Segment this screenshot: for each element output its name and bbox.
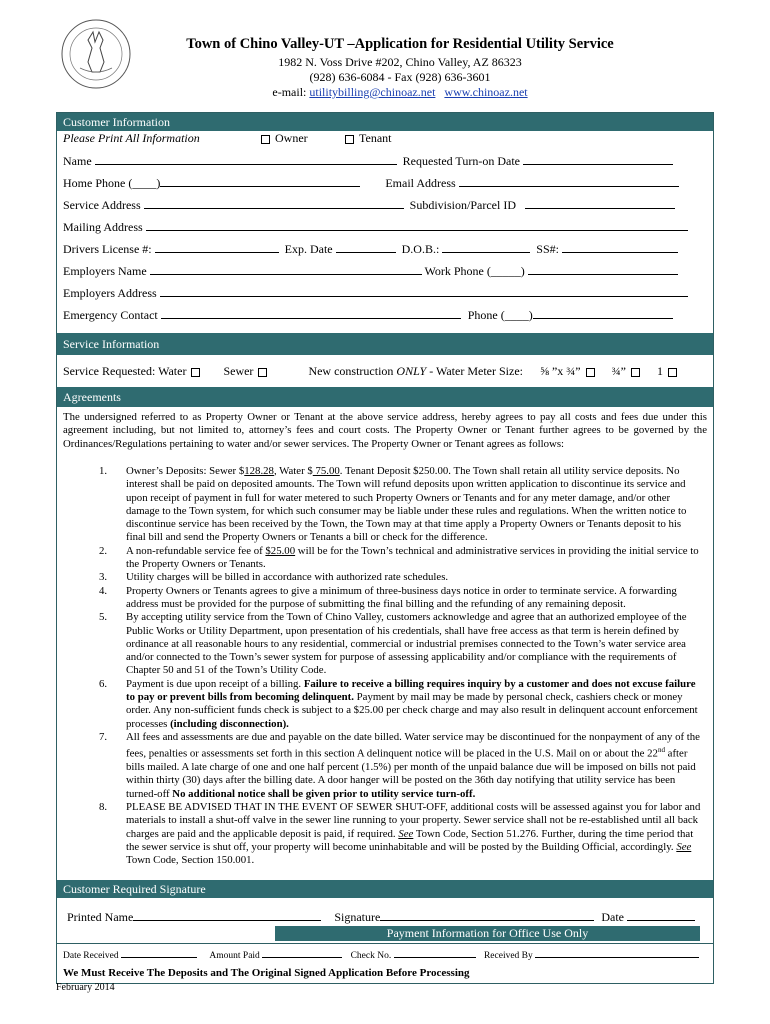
service-requested-label: Service Requested: Water xyxy=(63,364,187,378)
form-title: Town of Chino Valley-UT –Application for Residential Utility Service xyxy=(186,36,614,52)
home-phone-field[interactable] xyxy=(160,175,360,187)
term-4: 4. Property Owners or Tenants agrees to give a minimum of three-business days notice in order to terminate service. A forwarding address must be provided for the purpose of submitting the final billing and the refunding of any remaining deposit. xyxy=(99,584,677,610)
name-row xyxy=(63,153,673,169)
term-5: 5. By accepting utility service from the Town of Chino Valley, customers acknowledge and agree that an authorized employee of the Public Works or Utility Department, upon presentation of his credentials, shall have free access as that term is herein defined by ordinance at all reasonable hours to any residential, commercial or industrial premises connected to the Town’s water service area and/or connected to the Town’s sewer system for purpose of assessing applicability and/or compliance with the requirements of Chapter 50 and 51 of the Town’s Utility Code. xyxy=(99,611,687,677)
license-label: Drivers License #: xyxy=(63,242,152,256)
email-address-label: Email Address xyxy=(385,176,456,190)
emergency-phone-label: Phone (____) xyxy=(467,308,533,322)
service-address-label: Service Address xyxy=(63,198,141,212)
meter-1-checkbox[interactable] xyxy=(668,368,677,377)
owner-checkbox[interactable] xyxy=(261,135,270,144)
signature-header: Customer Required Signature xyxy=(57,880,713,898)
service-row xyxy=(63,364,679,379)
processing-note: We Must Receive The Deposits and The Original Signed Application Before Processing xyxy=(63,967,470,979)
employer-label: Employers Name xyxy=(63,264,147,278)
revision-date: February 2014 xyxy=(56,982,115,993)
received-by-label: Received By xyxy=(483,951,533,961)
meter-size-label: - Water Meter Size: xyxy=(426,364,523,378)
phone-row xyxy=(63,175,679,191)
print-note-row xyxy=(63,131,392,146)
mailing-label: Mailing Address xyxy=(63,220,143,234)
employer-address-row xyxy=(63,285,688,301)
exp-label: Exp. Date xyxy=(284,242,333,256)
tenant-checkbox[interactable] xyxy=(345,135,354,144)
printed-name-label: Printed Name xyxy=(67,910,134,924)
employer-field[interactable] xyxy=(150,263,422,275)
term-7: 7. All fees and assessments are due and payable on the date billed. Water service may be discontinued for the nonpayment of any of the fees, penalties or assessments set forth in this section A delinquent notice will be placed in the U.S. Mail on or about the 22nd after bills mailed. A late charge of one and one half percent (1.5%) per month of the unpaid balance due will be imposed on bills not paid within thirty (30) days after the billing date. A door hanger will be posted on the 36th day notifying that utility service has been turned-off No additional notice shall be given prior to utility service turn-off. xyxy=(99,730,700,800)
contact-line xyxy=(140,85,660,100)
mailing-row xyxy=(63,219,688,235)
license-field[interactable] xyxy=(155,241,279,253)
ss-label: SS#: xyxy=(536,242,559,256)
employer-row xyxy=(63,263,678,279)
meter-5-8-label: ⅝ ”x ¾” xyxy=(539,364,581,378)
term-1: 1. Owner’s Deposits: Sewer $128.28, Water $ 75.00. Tenant Deposit $250.00. The Town shall retain all utility service deposits. No interest shall be paid on deposited amounts. The Town will refund deposits upon written application to discontinue its service and upon receipt of payment in full for water metered to such Property Owners or Tenants and for any meter damage, and/or other damage to the Town system, for which such consumer may be liable under these rules and regulations. When the written notice to discontinue service has been received by the Town, the Town may at that time apply a Property Owners or Tenants deposit to his final bill and send the Property Owners or Tenants a bill or check for the difference. xyxy=(99,465,687,544)
turn-on-field[interactable] xyxy=(523,153,673,165)
signature-field[interactable] xyxy=(380,909,594,921)
service-address-row xyxy=(63,197,675,213)
agreements-intro: The undersigned referred to as Property Owner or Tenant at the above service address, hereby agrees to pay all costs and fees due under this agreement including, but not limited to, attorney’s fees and court costs. The Property Owner or Tenant further agrees to be governed by the Ordinances/Regulations pertaining to water and/or sewer services. The Property Owner or Tenant agrees as follows: xyxy=(63,411,707,450)
emergency-row xyxy=(63,307,673,323)
town-address: 1982 N. Voss Drive #202, Chino Valley, AZ 86323 xyxy=(278,55,522,69)
service-address-field[interactable] xyxy=(144,197,404,209)
employer-address-field[interactable] xyxy=(160,285,688,297)
payment-header: Payment Information for Office Use Only xyxy=(275,926,700,941)
received-by-field[interactable] xyxy=(535,949,699,958)
print-note: Please Print All Information xyxy=(63,131,200,145)
email-link[interactable]: utilitybilling@chinoaz.net xyxy=(309,85,436,99)
dob-label: D.O.B.: xyxy=(401,242,440,256)
date-received-field[interactable] xyxy=(121,949,197,958)
signature-date-field[interactable] xyxy=(627,909,695,921)
signature-row xyxy=(67,909,695,925)
license-row xyxy=(63,241,678,257)
emergency-field[interactable] xyxy=(161,307,461,319)
exp-field[interactable] xyxy=(336,241,396,253)
name-label: Name xyxy=(63,154,92,168)
sewer-label: Sewer xyxy=(223,364,254,378)
meter-5-8-checkbox[interactable] xyxy=(586,368,595,377)
term-8: 8. PLEASE BE ADVISED THAT IN THE EVENT OF SEWER SHUT-OFF, additional costs will be assessed against you for labor and materials to install a shut-off valve in the sewer line running to your property. Sewer service shall not be re-established until all back charges are paid and the applicable deposit is paid, if required. See Town Code, Section 51.276. Further, during the time period that the sewer service is shut off, your property will become uninhabitable and will be posted by the Building Official, accordingly. See Town Code, Section 150.001. xyxy=(99,801,701,867)
application-form xyxy=(56,112,714,984)
check-no-label: Check No. xyxy=(350,951,392,961)
home-phone-label: Home Phone (____) xyxy=(63,176,161,190)
parcel-label: Subdivision/Parcel ID xyxy=(409,198,516,212)
tenant-label: Tenant xyxy=(359,131,392,145)
town-seal-logo xyxy=(60,18,132,90)
owner-label: Owner xyxy=(275,131,308,145)
payment-row xyxy=(63,949,699,961)
ss-field[interactable] xyxy=(562,241,678,253)
turn-on-label: Requested Turn-on Date xyxy=(402,154,520,168)
printed-name-field[interactable] xyxy=(133,909,321,921)
meter-3-4-checkbox[interactable] xyxy=(631,368,640,377)
emergency-phone-field[interactable] xyxy=(533,307,673,319)
email-label: e-mail: xyxy=(272,85,310,99)
agreement-terms xyxy=(57,465,703,868)
meter-3-4-label: ¾” xyxy=(611,364,626,378)
check-no-field[interactable] xyxy=(394,949,476,958)
term-2: 2. A non-refundable service fee of $25.00 will be for the Town’s technical and administrative services in providing the initial service to the Property Owners or Tenants. xyxy=(99,544,699,571)
dob-field[interactable] xyxy=(442,241,530,253)
work-phone-field[interactable] xyxy=(528,263,678,275)
meter-1-label: 1 xyxy=(656,364,663,378)
agreements-header: Agreements xyxy=(57,387,713,407)
term-6: 6. Payment is due upon receipt of a billing. Failure to receive a billing requires inquiry by a customer and does not excuse failure to pay or prevent bills from becoming delinquent. Payment by mail may be made by personal check, cashiers check or money order. Any non-sufficient funds check is subject to a $25.00 per check charge and may also result in delinquent account enforcement processes (including disconnection). xyxy=(99,677,698,730)
parcel-field[interactable] xyxy=(525,197,675,209)
payment-divider xyxy=(57,943,713,944)
owner-option[interactable] xyxy=(259,131,308,146)
water-checkbox[interactable] xyxy=(191,368,200,377)
employer-address-label: Employers Address xyxy=(63,286,157,300)
tenant-option[interactable] xyxy=(343,131,391,146)
emergency-label: Emergency Contact xyxy=(63,308,158,322)
amount-paid-label: Amount Paid xyxy=(209,951,260,961)
service-info-header: Service Information xyxy=(57,333,713,355)
date-received-label: Date Received xyxy=(63,951,119,961)
signature-date-label: Date xyxy=(601,910,624,924)
signature-label: Signature xyxy=(334,910,381,924)
website-link[interactable]: www.chinoaz.net xyxy=(444,85,528,99)
only-label: ONLY xyxy=(396,364,427,378)
name-field[interactable] xyxy=(95,153,397,165)
sewer-checkbox[interactable] xyxy=(258,368,267,377)
amount-paid-field[interactable] xyxy=(262,949,342,958)
work-phone-label: Work Phone (_____) xyxy=(424,264,525,278)
email-address-field[interactable] xyxy=(459,175,679,187)
customer-info-header: Customer Information xyxy=(57,113,713,131)
new-construction-label: New construction xyxy=(308,364,397,378)
term-3: 3. Utility charges will be billed in accordance with authorized rate schedules. xyxy=(99,571,449,584)
town-phone: (928) 636-6084 - Fax (928) 636-3601 xyxy=(309,70,491,84)
mailing-field[interactable] xyxy=(146,219,688,231)
